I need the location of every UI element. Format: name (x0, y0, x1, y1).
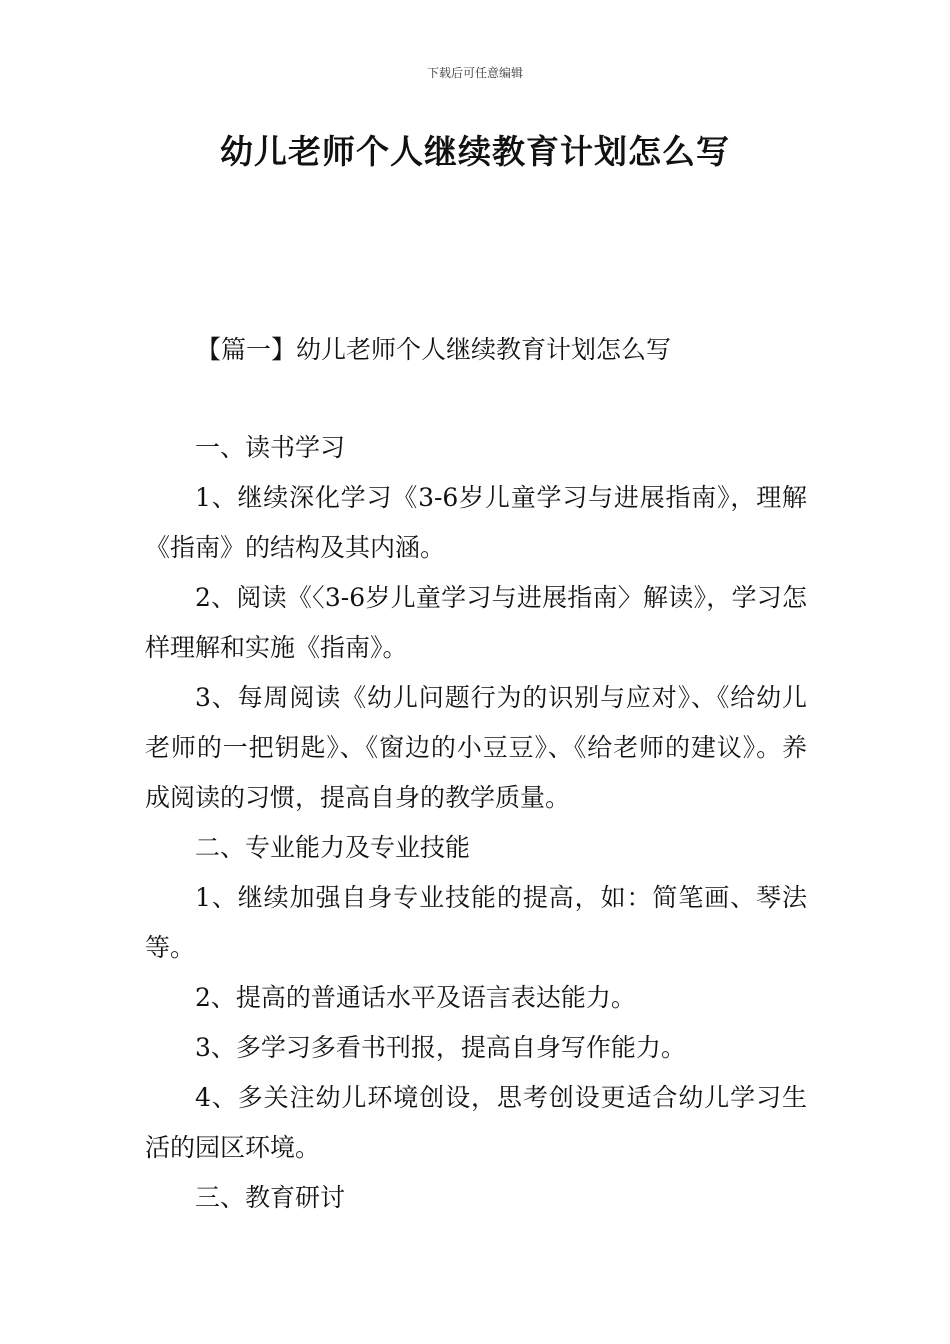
paragraph: 1、继续深化学习《3-6岁儿童学习与进展指南》，理解《指南》的结构及其内涵。 (145, 483, 807, 562)
heading-reading: 一、读书学习 (195, 433, 346, 462)
paragraph: 2、阅读《〈3-6岁儿童学习与进展指南〉解读》，学习怎样理解和实施《指南》。 (145, 583, 807, 662)
paragraph: 1、继续加强自身专业技能的提高，如：简笔画、琴法等。 (145, 883, 807, 962)
paragraph: 2、提高的普通话水平及语言表达能力。 (195, 983, 636, 1012)
paragraph: 4、多关注幼儿环境创设，思考创设更适合幼儿学习生活的园区环境。 (145, 1083, 807, 1162)
section-title: 【篇一】幼儿老师个人继续教育计划怎么写 (196, 335, 672, 364)
document-body (145, 423, 807, 1223)
document-title: 幼儿老师个人继续教育计划怎么写 (220, 132, 730, 171)
paragraph: 3、每周阅读《幼儿问题行为的识别与应对》、《给幼儿老师的一把钥匙》、《窗边的小豆豆》、《给老师的建议》。养成阅读的习惯，提高自身的教学质量。 (145, 683, 807, 812)
header-note: 下载后可任意编辑 (426, 66, 523, 80)
paragraph: 3、多学习多看书刊报，提高自身写作能力。 (195, 1033, 686, 1062)
heading-education-research: 三、教育研讨 (195, 1183, 346, 1212)
heading-professional-skills: 二、专业能力及专业技能 (195, 833, 471, 862)
